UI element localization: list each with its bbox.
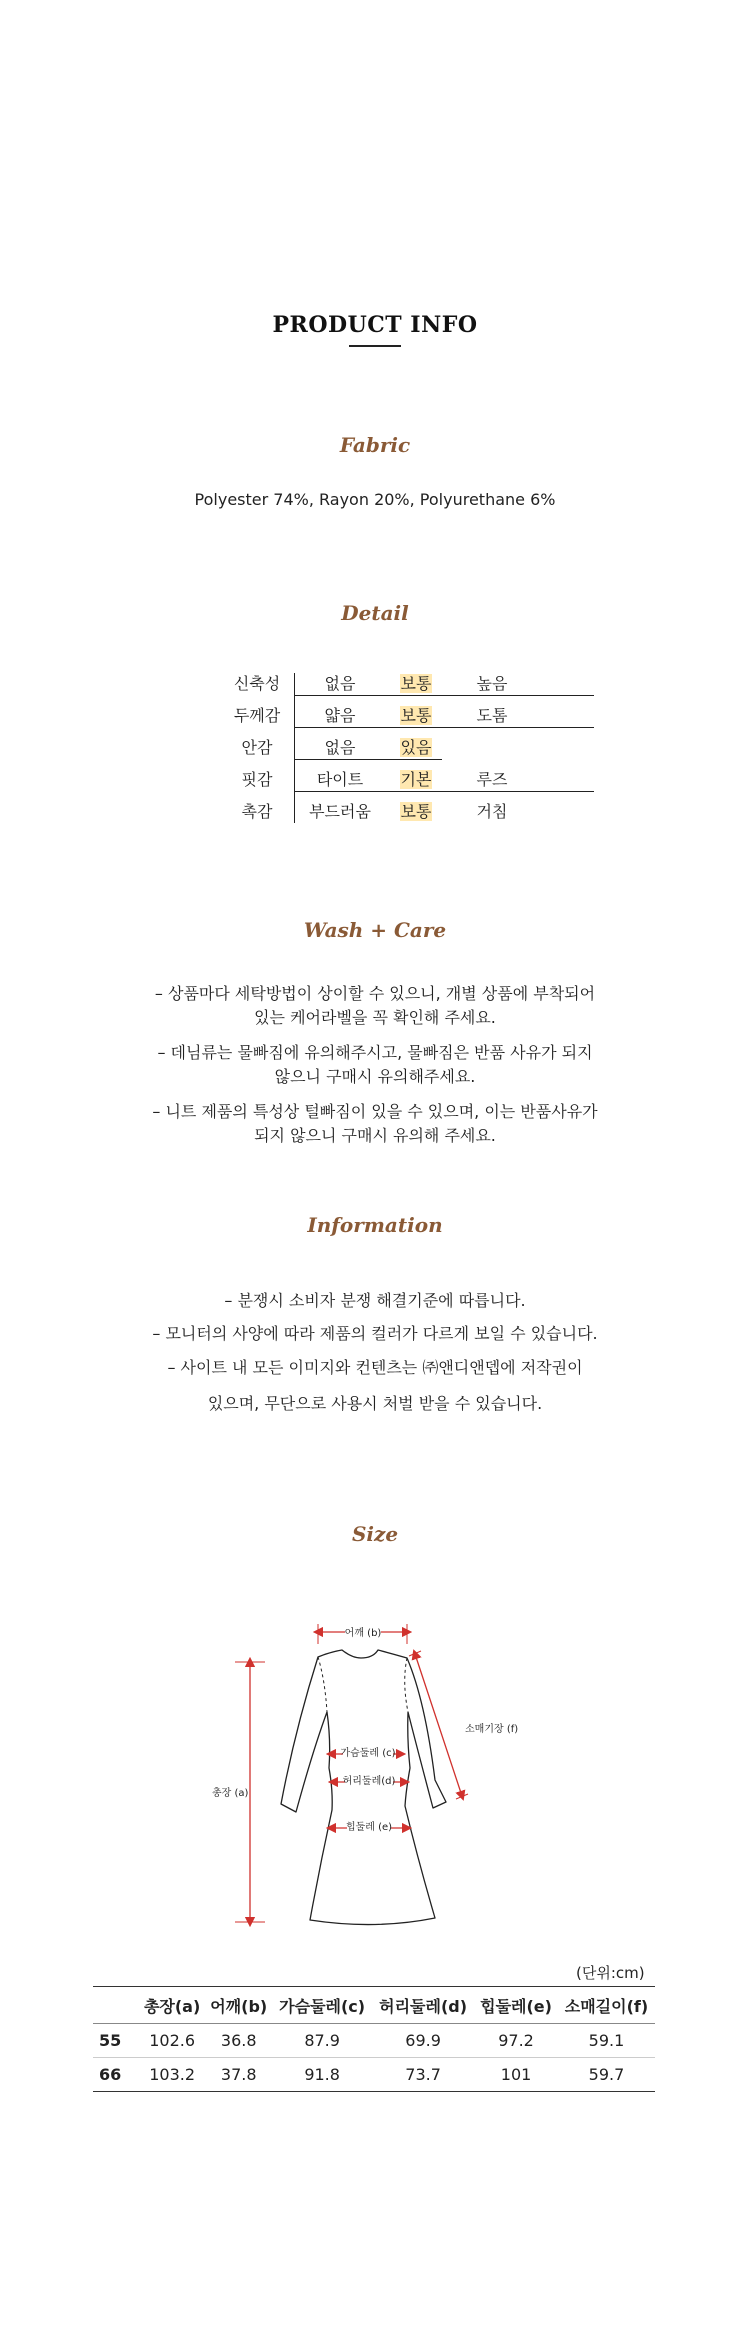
detail-option: 얇음 [324, 706, 356, 725]
page-title: PRODUCT INFO [272, 312, 478, 338]
size-cell: 36.8 [220, 2031, 257, 2050]
detail-label: 두께감 [233, 706, 281, 725]
sleeve-label: 소매기장 (f) [465, 1724, 519, 1735]
information-line: – 분쟁시 소비자 분쟁 해결기준에 따릅니다. [224, 1291, 526, 1310]
size-header: 가슴둘레(c) [272, 1987, 372, 2024]
detail-option-selected: 보통 [400, 674, 432, 693]
size-header-row [93, 1987, 655, 2024]
size-cell: 97.2 [498, 2031, 534, 2050]
size-header [93, 1987, 139, 2024]
detail-option: 거침 [476, 802, 508, 821]
detail-option-selected: 보통 [400, 706, 432, 725]
wash-care-line: 되지 않으니 구매시 유의해 주세요. [254, 1126, 496, 1145]
size-table [93, 1986, 655, 2092]
sleeve-arrow [415, 1654, 462, 1796]
detail-option: 타이트 [316, 770, 364, 789]
unit-label: (단위:cm) [576, 1964, 645, 1982]
row-divider [294, 727, 594, 728]
detail-option: 도톰 [476, 706, 508, 725]
detail-option-selected: 기본 [400, 770, 432, 789]
size-header: 허리둘레(d) [372, 1987, 474, 2024]
size-cell: 91.8 [272, 2058, 372, 2092]
detail-option: 없음 [324, 674, 356, 693]
row-divider [294, 695, 594, 696]
row-divider [294, 791, 594, 792]
detail-label: 안감 [241, 738, 273, 757]
table-row [93, 2058, 655, 2092]
size-cell: 59.7 [558, 2058, 655, 2092]
wash-care-line: – 니트 제품의 특성상 털빠짐이 있을 수 있으며, 이는 반품사유가 [152, 1102, 598, 1121]
detail-option: 높음 [476, 674, 508, 693]
size-header: 소매길이(f) [558, 1987, 655, 2024]
size-header: 어깨(b) [205, 1987, 272, 2024]
wash-care-line: 않으니 구매시 유의해주세요. [274, 1067, 476, 1086]
title-underline [349, 345, 401, 347]
row-divider [294, 759, 442, 760]
size-cell: 59.1 [588, 2031, 625, 2050]
size-cell-label: 55 [99, 2031, 122, 2050]
detail-label: 촉감 [241, 802, 273, 821]
detail-row [222, 767, 522, 791]
fabric-content: Polyester 74%, Rayon 20%, Polyurethane 6% [194, 490, 556, 509]
waist-label: 허리둘레(d) [342, 1776, 396, 1787]
detail-option-selected: 보통 [400, 802, 432, 821]
size-cell: 73.7 [372, 2058, 474, 2092]
size-header: 힙둘레(e) [474, 1987, 558, 2024]
detail-label: 핏감 [241, 770, 273, 789]
detail-option: 없음 [324, 738, 356, 757]
wash-care-line: – 상품마다 세탁방법이 상이할 수 있으니, 개별 상품에 부착되어 [154, 984, 596, 1003]
dress-diagram [212, 1600, 535, 1940]
size-cell-label: 66 [93, 2058, 139, 2092]
size-cell: 101 [474, 2058, 558, 2092]
detail-row [222, 799, 522, 823]
detail-option: 부드러움 [309, 802, 371, 821]
size-header: 총장(a) [139, 1987, 205, 2024]
size-cell: 37.8 [205, 2058, 272, 2092]
fabric-title: Fabric [339, 433, 411, 457]
information-title: Information [307, 1213, 443, 1237]
size-cell: 102.6 [149, 2031, 196, 2050]
length-label: 총장 (a) [212, 1788, 249, 1799]
information-line: – 사이트 내 모든 이미지와 컨텐츠는 ㈜앤디앤뎁에 저작권이 [167, 1358, 583, 1377]
table-row [93, 2024, 655, 2058]
detail-row [222, 671, 522, 695]
size-cell: 69.9 [405, 2031, 441, 2050]
wash-care-title: Wash + Care [303, 918, 447, 942]
detail-row [222, 703, 522, 727]
detail-label: 신축성 [233, 674, 281, 693]
sleeve-seam-right [405, 1658, 408, 1712]
hip-label: 힙둘레 (e) [345, 1822, 393, 1833]
dress-outline [281, 1650, 446, 1925]
size-cell: 103.2 [139, 2058, 205, 2092]
detail-option: 루즈 [476, 770, 508, 789]
shoulder-label: 어깨 (b) [344, 1628, 382, 1639]
chest-label: 가슴둘레 (c) [340, 1748, 396, 1759]
information-line: – 모니터의 사양에 따라 제품의 컬러가 다르게 보일 수 있습니다. [152, 1324, 598, 1343]
wash-care-line: 있는 케어라벨을 꼭 확인해 주세요. [254, 1008, 496, 1027]
detail-title: Detail [341, 601, 409, 625]
detail-row [222, 735, 522, 759]
size-title: Size [351, 1522, 399, 1546]
information-line: 있으며, 무단으로 사용시 처벌 받을 수 있습니다. [207, 1394, 543, 1413]
detail-option-selected: 있음 [400, 738, 432, 757]
sleeve-seam-left [318, 1657, 327, 1712]
wash-care-line: – 데님류는 물빠짐에 유의해주시고, 물빠짐은 반품 사유가 되지 [157, 1043, 593, 1062]
size-cell: 87.9 [304, 2031, 340, 2050]
